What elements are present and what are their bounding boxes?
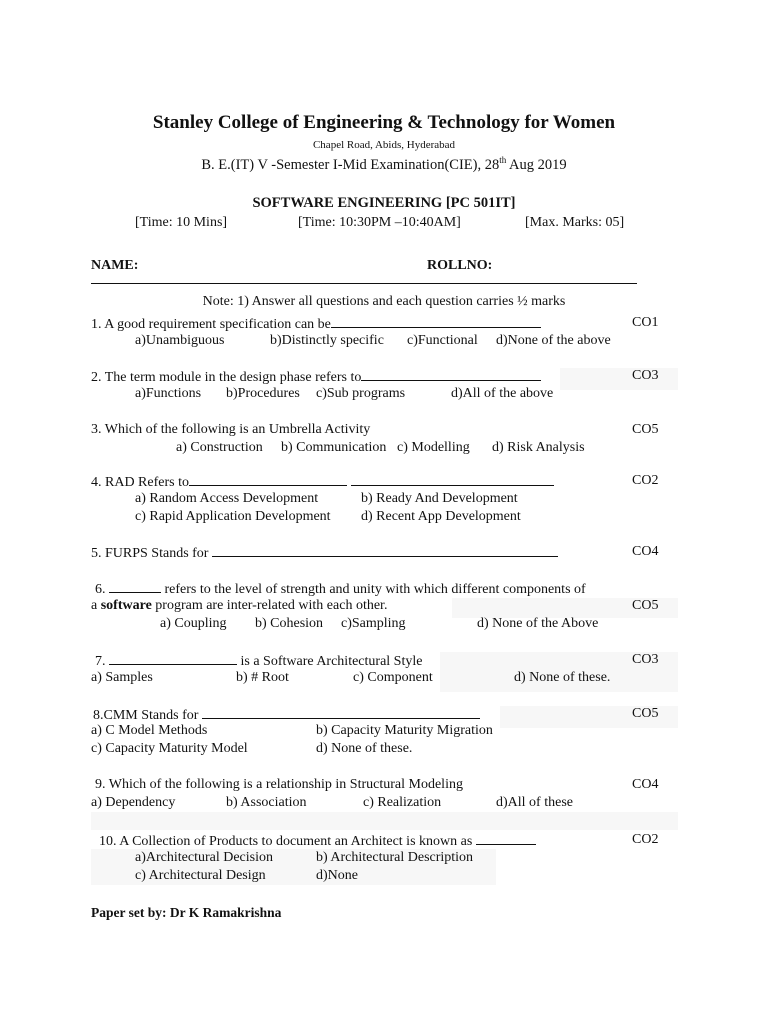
question-5 [91,544,558,562]
option-a: a)Architectural Decision [135,850,273,865]
option-d: d)None [316,868,358,883]
question-2 [91,368,541,386]
option-d: d) Risk Analysis [492,440,585,455]
question-1-co: CO1 [632,315,659,330]
option-c: c) Architectural Design [135,868,266,883]
question-2-co: CO3 [632,368,659,383]
question-7-co: CO3 [632,652,659,667]
option-c: c) Rapid Application Development [135,509,331,524]
question-6-number: 6. [95,582,106,597]
option-d: d)All of these [496,795,573,810]
answer-blank [109,652,237,665]
option-c: c)Sampling [341,616,406,631]
background-shading [560,368,678,390]
exam-title-suffix: Aug 2019 [506,156,567,173]
option-c: c) Modelling [397,440,470,455]
question-10-co: CO2 [632,832,659,847]
answer-blank [212,544,558,557]
answer-blank [202,706,480,719]
option-a: a)Functions [135,386,202,401]
question-9-co: CO4 [632,777,659,792]
option-c: c) Realization [363,795,442,810]
option-b: b)Distinctly specific [270,333,384,348]
answer-blank [361,368,541,381]
option-b: b) Communication [281,440,387,455]
question-6 [95,580,586,598]
option-c: c) Component [353,670,433,685]
question-7-text: is a Software Architectural Style [237,654,423,669]
question-3: 3. Which of the following is an Umbrella Activity [91,422,371,437]
question-4-co: CO2 [632,473,659,488]
background-shading [91,812,678,830]
question-10 [99,832,536,850]
question-6-line2-pre: a [91,598,101,613]
answer-blank [189,473,347,486]
exam-date-suffix: th [499,155,507,165]
question-6-line2 [91,598,387,614]
header-divider [91,283,637,284]
question-4-text: 4. RAD Refers to [91,475,189,490]
option-c: c)Sub programs [316,386,406,401]
option-a: a) Construction [176,440,263,455]
exam-title [0,155,768,174]
option-d: d)All of the above [451,386,554,401]
option-d: d) None of these. [514,670,611,685]
question-7 [95,652,422,670]
college-address: Chapel Road, Abids, Hyderabad [312,139,456,151]
question-1 [91,315,541,333]
question-6-text: refers to the level of strength and unity with which different components of [161,582,586,597]
question-10-text: 10. A Collection of Products to document an Architect is known as [99,834,473,849]
instructions-note: Note: 1) Answer all questions and each question carries ½ marks [202,294,566,309]
question-8 [93,706,480,724]
option-a: a) Samples [91,670,153,685]
option-b: b) Capacity Maturity Migration [316,723,493,738]
option-d: d) None of the Above [477,616,599,631]
option-d: d)None of the above [496,333,611,348]
option-c: c)Functional [407,333,478,348]
option-a: a)Unambiguous [135,333,225,348]
max-marks: [Max. Marks: 05] [525,215,625,230]
question-5-text: 5. FURPS Stands for [91,546,209,561]
question-1-text: 1. A good requirement specification can be [91,317,331,332]
option-a: a) C Model Methods [91,723,208,738]
subject-title: SOFTWARE ENGINEERING [PC 501IT] [252,195,516,211]
paper-setter: Paper set by: Dr K Ramakrishna [91,905,282,920]
option-a: a) Dependency [91,795,176,810]
question-7-number: 7. [95,654,106,669]
answer-blank [476,832,536,845]
exam-title-prefix: B. E.(IT) V -Semester I-Mid Examination(CIE), 28 [201,156,500,173]
option-b: b) Cohesion [255,616,324,631]
option-d: d) None of these. [316,741,413,756]
option-d: d) Recent App Development [361,509,521,524]
option-b: b) Architectural Description [316,850,474,865]
rollno-label: ROLLNO: [427,258,493,273]
option-b: b) Ready And Development [361,491,518,506]
option-b: b)Procedures [226,386,300,401]
option-b: b) # Root [236,670,289,685]
option-a: a) Coupling [160,616,227,631]
question-4 [91,473,554,491]
question-8-co: CO5 [632,706,659,721]
answer-blank [351,473,554,486]
question-9: 9. Which of the following is a relationship in Structural Modeling [95,777,463,792]
question-5-co: CO4 [632,544,659,559]
question-6-line2-post: program are inter-related with each other. [151,598,388,613]
college-name: Stanley College of Engineering & Technology for Women [152,112,616,133]
question-6-co: CO5 [632,598,659,613]
question-2-text: 2. The term module in the design phase refers to [91,370,362,385]
time-slot: [Time: 10:30PM –10:40AM] [298,215,461,230]
option-b: b) Association [226,795,307,810]
answer-blank [331,315,541,328]
option-a: a) Random Access Development [135,491,319,506]
question-8-text: 8.CMM Stands for [93,708,199,723]
answer-blank [109,580,161,593]
option-c: c) Capacity Maturity Model [91,741,248,756]
question-3-co: CO5 [632,422,659,437]
question-6-keyword: software [100,598,152,613]
time-duration: [Time: 10 Mins] [135,215,228,230]
name-label: NAME: [91,258,139,273]
